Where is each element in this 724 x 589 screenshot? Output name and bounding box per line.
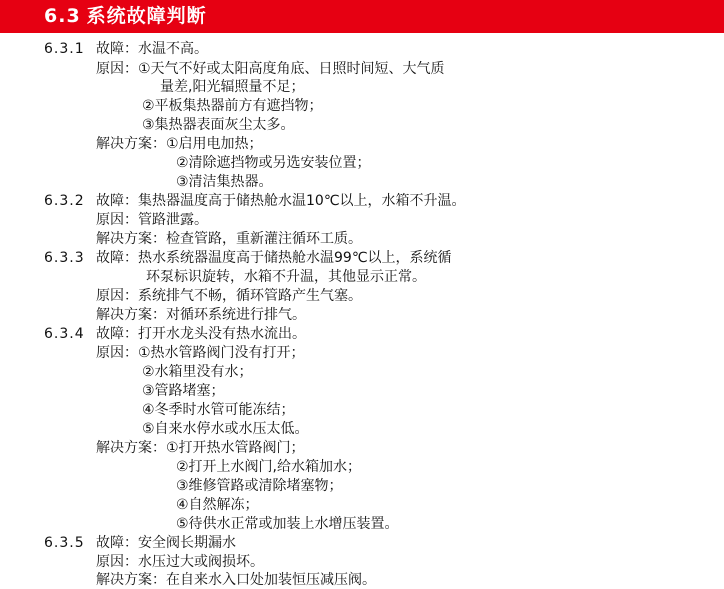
fault-line: 故障：打开水龙头没有热水流出。 xyxy=(96,326,306,342)
cause-line: ④冬季时水管可能冻结； xyxy=(142,402,295,418)
section-title xyxy=(44,5,207,27)
solution-line: ②打开上水阀门,给水箱加水； xyxy=(176,459,362,475)
subsection-number: 6.3.2 xyxy=(44,193,85,209)
section-title-text: 系统故障判断 xyxy=(86,5,207,27)
cause-line: ②水箱里没有水； xyxy=(142,364,253,380)
cause-line: ③集热器表面灰尘太多。 xyxy=(142,117,295,133)
subsection-number: 6.3.3 xyxy=(44,250,85,266)
cause-line: ⑤自来水停水或水压太低。 xyxy=(142,421,309,437)
cause-line: ②平板集热器前方有遮挡物； xyxy=(142,98,323,114)
solution-line: 解决方案：①启用电加热； xyxy=(96,136,263,152)
solution-line: 解决方案：在自来水入口处加装恒压减压阀。 xyxy=(96,572,376,588)
subsection-number: 6.3.5 xyxy=(44,535,85,551)
solution-line: 解决方案：检查管路，重新灌注循环工质。 xyxy=(96,231,362,247)
solution-line: 解决方案：对循环系统进行排气。 xyxy=(96,307,306,323)
solution-line: ③维修管路或清除堵塞物； xyxy=(176,478,343,494)
cause-line: 原因：①热水管路阀门没有打开； xyxy=(96,345,305,361)
subsection-number: 6.3.1 xyxy=(44,41,85,57)
fault-line: 故障：集热器温度高于储热舱水温10℃以上，水箱不升温。 xyxy=(96,193,466,209)
solution-line: ③清洁集热器。 xyxy=(176,174,273,190)
fault-line: 故障：水温不高。 xyxy=(96,41,208,57)
fault-line: 故障：安全阀长期漏水 xyxy=(96,535,236,551)
cause-line: 量差,阳光辐照量不足； xyxy=(160,79,305,95)
section-header-bar xyxy=(0,0,724,33)
fault-line-continued: 环泵标识旋转，水箱不升温，其他显示正常。 xyxy=(146,269,426,285)
solution-line: ②清除遮挡物或另选安装位置； xyxy=(176,155,371,171)
subsection-number: 6.3.4 xyxy=(44,326,85,342)
fault-line: 故障：热水系统器温度高于储热舱水温99℃以上，系统循 xyxy=(96,250,452,266)
section-number: 6.3 xyxy=(44,5,81,27)
cause-line: ③管路堵塞； xyxy=(142,383,225,399)
solution-line: 解决方案：①打开热水管路阀门； xyxy=(96,440,305,456)
solution-line: ④自然解冻； xyxy=(176,497,259,513)
cause-line: 原因：管路泄露。 xyxy=(96,212,208,228)
solution-line: ⑤待供水正常或加装上水增压装置。 xyxy=(176,516,399,532)
cause-line: 原因：①天气不好或太阳高度角底、日照时间短、大气质 xyxy=(96,61,445,77)
cause-line: 原因：系统排气不畅，循环管路产生气塞。 xyxy=(96,288,362,304)
cause-line: 原因：水压过大或阀损坏。 xyxy=(96,554,264,570)
